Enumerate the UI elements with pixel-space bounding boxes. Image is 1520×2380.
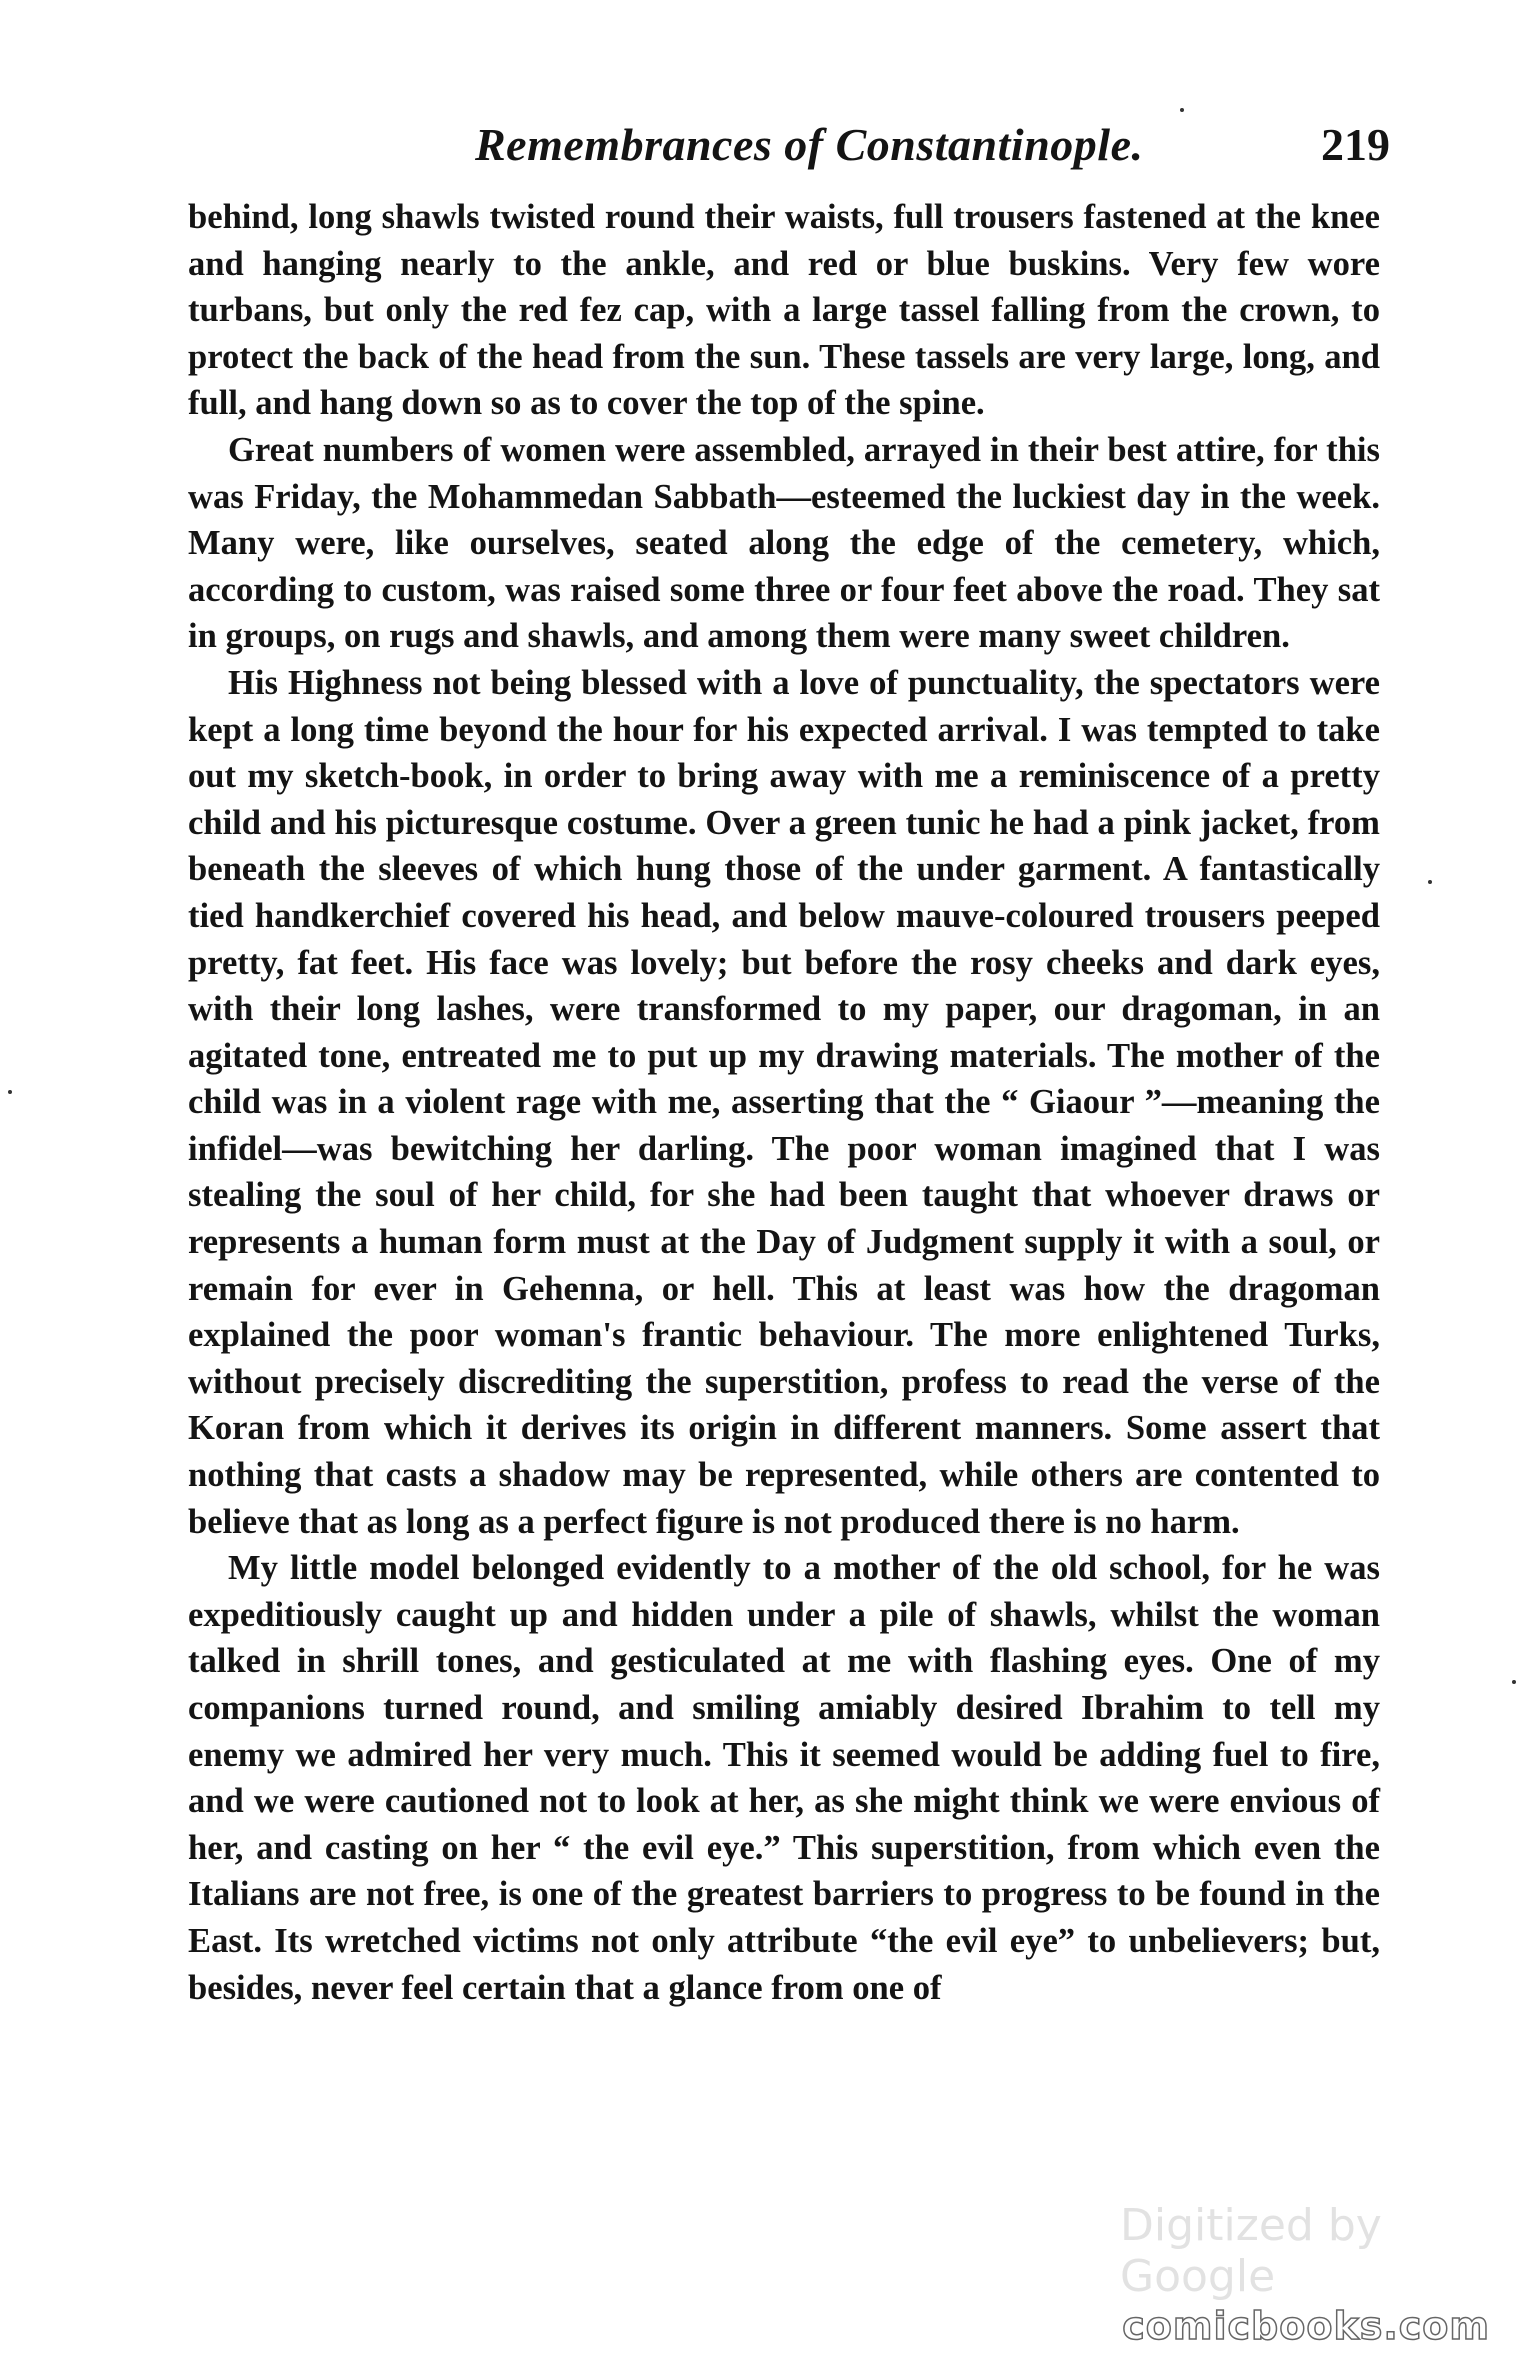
site-watermark — [1122, 2304, 1490, 2360]
paragraph-3: His Highness not being blessed with a love of punctuality, the spectators were kept a long time beyond the hour for his expected arrival. I was tempted to take out my sketch-book, in order to bring away with me a reminiscence of a pretty child and his picturesque costume. Over a green tunic he had a pink jacket, from beneath the sleeves of which hung those of the under garment. A fantastically tied handkerchief covered his head, and below mauve-coloured trousers peeped pretty, fat feet. His face was lovely; but before the rosy cheeks and dark eyes, with their long lashes, were transformed to my paper, our dragoman, in an agitated tone, entreated me to put up my drawing materials. The mother of the child was in a violent rage with me, asserting that the “ Giaour ”—meaning the infidel—was bewitching her darling. The poor woman imagined that I was stealing the soul of her child, for she had been taught that whoever draws or represents a human form must at the Day of Judgment supply it with a soul, or remain for ever in Gehenna, or hell. This at least was how the dragoman explained the poor woman's frantic behaviour. The more enlightened Turks, without precisely discrediting the superstition, profess to read the verse of the Koran from which it derives its origin in different manners. Some assert that nothing that casts a shadow may be represented, while others are contented to believe that as long as a perfect figure is not produced there is no harm. — [188, 663, 1380, 1541]
ink-speck — [1512, 1680, 1516, 1684]
page-header — [190, 118, 1390, 178]
site-watermark-text: comicbooks.com — [1122, 2304, 1490, 2348]
ink-speck — [8, 1090, 12, 1094]
ink-speck — [1180, 108, 1184, 112]
paragraph-2: Great numbers of women were assembled, arrayed in their best attire, for this was Friday, the Mohammedan Sabbath—esteemed the luckiest day in the week. Many were, like ourselves, seated along the edge of the cemetery, which, according to custom, was raised some three or four feet above the road. They sat in groups, on rugs and shawls, and among them were many sweet children. — [188, 430, 1380, 656]
page-number: 219 — [1321, 119, 1390, 170]
paragraph-1: behind, long shawls twisted round their waists, full trousers fastened at the knee and hanging nearly to the ankle, and red or blue buskins. Very few wore turbans, but only the red fez cap, with a large tassel falling from the crown, to protect the back of the head from the sun. These tassels are very large, long, and full, and hang down so as to cover the top of the spine. — [188, 198, 1380, 423]
running-title: Remembrances of Constantinople. — [475, 119, 1144, 170]
paragraph-4: My little model belonged evidently to a mother of the old school, for he was expeditiously caught up and hidden under a pile of shawls, whilst the woman talked in shrill tones, and gesticulated at me with flashing eyes. One of my companions turned round, and smiling amiably desired Ibrahim to tell my enemy we admired her very much. This it seemed would be adding fuel to fire, and we were cautioned not to look at her, as she might think we were envious of her, and casting on her “ the evil eye.” This superstition, from which even the Italians are not free, is one of the greatest barriers to progress to be found in the East. Its wretched victims not only attribute “the evil eye” to unbelievers; but, besides, never feel certain that a glance from one of — [188, 1549, 1380, 2007]
body-text — [188, 194, 1380, 2011]
digitized-watermark: Digitized by Google — [1120, 2200, 1382, 2302]
ink-speck — [1428, 880, 1432, 884]
